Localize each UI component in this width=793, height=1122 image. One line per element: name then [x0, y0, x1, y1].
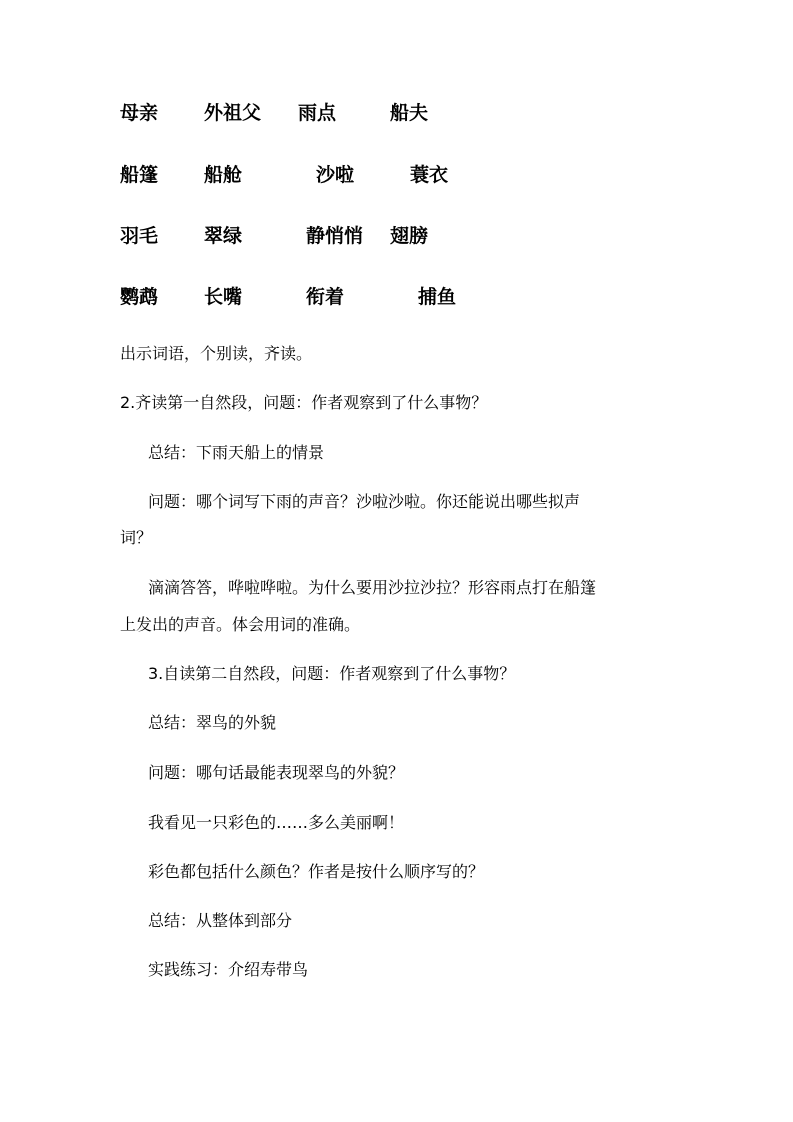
- vocab-word: 翠绿: [204, 225, 243, 247]
- paragraph: 彩色都包括什么颜色？作者是按什么顺序写的？: [148, 862, 485, 881]
- paragraph: 滴滴答答，哗啦哗啦。为什么要用沙拉沙拉？形容雨点打在船篷: [148, 578, 597, 597]
- paragraph: 总结：下雨天船上的情景: [148, 443, 325, 462]
- paragraph: 问题：哪句话最能表现翠鸟的外貌？: [148, 763, 405, 782]
- vocab-word: 外祖父: [204, 102, 262, 124]
- paragraph: 总结：从整体到部分: [148, 911, 293, 930]
- vocab-word: 长嘴: [204, 286, 243, 308]
- vocab-word: 捕鱼: [418, 286, 457, 308]
- vocab-word: 静悄悄: [306, 225, 364, 247]
- vocab-word: 母亲: [120, 102, 159, 124]
- paragraph: 我看见一只彩色的……多么美丽啊！: [148, 813, 405, 832]
- vocab-word: 衔着: [306, 286, 345, 308]
- vocab-word: 雨点: [298, 102, 337, 124]
- paragraph: 2.齐读第一自然段，问题：作者观察到了什么事物？: [120, 393, 488, 412]
- vocab-word: 船篷: [120, 164, 159, 186]
- vocab-word: 鹦鹉: [120, 286, 159, 308]
- paragraph: 问题：哪个词写下雨的声音？沙啦沙啦。你还能说出哪些拟声: [148, 492, 581, 511]
- paragraph: 3.自读第二自然段，问题：作者观察到了什么事物？: [148, 664, 516, 683]
- vocab-word: 羽毛: [120, 225, 159, 247]
- vocab-word: 船夫: [390, 102, 429, 124]
- paragraph: 实践练习：介绍寿带鸟: [148, 960, 309, 979]
- vocab-word: 蓑衣: [410, 164, 449, 186]
- vocab-word: 翅膀: [390, 225, 429, 247]
- paragraph: 词？: [120, 528, 153, 547]
- paragraph: 总结：翠鸟的外貌: [148, 713, 277, 732]
- vocab-word: 沙啦: [316, 164, 355, 186]
- paragraph: 上发出的声音。体会用词的准确。: [120, 615, 361, 634]
- vocab-word: 船舱: [204, 164, 243, 186]
- paragraph: 出示词语，个别读，齐读。: [120, 344, 313, 363]
